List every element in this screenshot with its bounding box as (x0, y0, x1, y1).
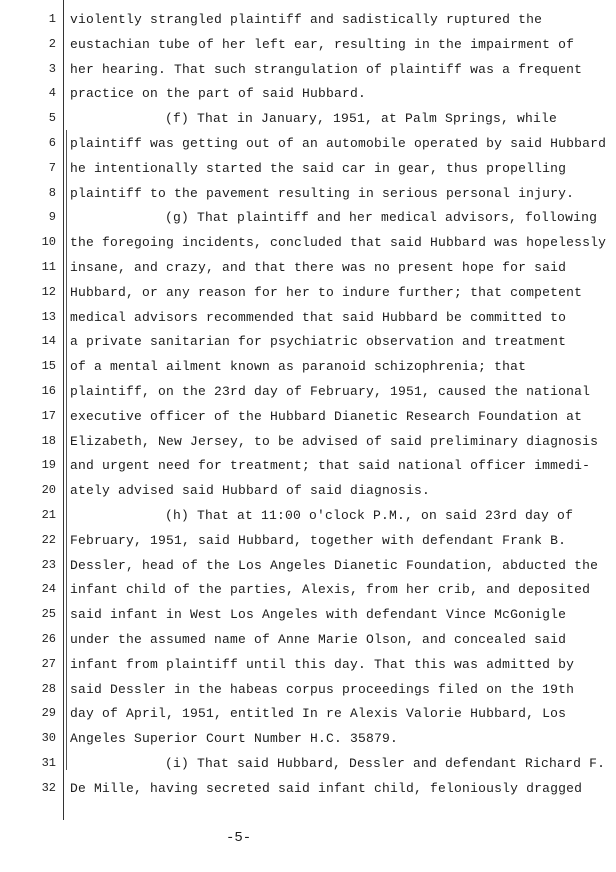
line-text: insane, and crazy, and that there was no present hope for said (70, 260, 567, 275)
line-text: (f) That in January, 1951, at Palm Springs, while (165, 111, 558, 127)
pleading-line (0, 607, 616, 631)
line-text: executive officer of the Hubbard Dianetic Research Foundation at (70, 408, 583, 424)
pleading-line (0, 384, 616, 408)
line-text: violently strangled plaintiff and sadistically ruptured the (70, 12, 543, 27)
pleading-line (0, 409, 616, 433)
pleading-line (0, 582, 616, 606)
line-text: ately advised said Hubbard of said diagnosis. (70, 483, 431, 499)
line-text: day of April, 1951, entitled In re Alexis Valorie Hubbard, Los (70, 706, 567, 722)
line-text: (i) That said Hubbard, Dessler and defendant Richard F. (165, 756, 606, 771)
line-text: a private sanitarian for psychiatric observation and treatment (70, 334, 567, 350)
pleading-line (0, 37, 616, 61)
pleading-line (0, 210, 616, 234)
line-number: 28 (41, 681, 56, 696)
line-text: plaintiff was getting out of an automobile operated by said Hubbard (70, 136, 607, 151)
line-text: Angeles Superior Court Number H.C. 35879. (70, 731, 399, 747)
pleading-line (0, 632, 616, 656)
line-number: 16 (41, 384, 56, 398)
pleading-line (0, 706, 616, 730)
pleading-line (0, 235, 616, 259)
pleading-line (0, 508, 616, 532)
line-number: 8 (48, 185, 56, 200)
line-number: 4 (48, 86, 56, 101)
pleading-line (0, 781, 616, 805)
line-text: under the assumed name of Anne Marie Olson, and concealed said (70, 632, 567, 647)
pleading-line (0, 310, 616, 334)
pleading-line (0, 111, 616, 135)
line-number: 27 (41, 656, 56, 671)
pleading-line (0, 458, 616, 482)
line-text: (g) That plaintiff and her medical advisors, following (165, 210, 598, 226)
line-text: Hubbard, or any reason for her to indure further; that competent (70, 284, 583, 300)
line-number: 23 (41, 557, 56, 572)
line-text: and urgent need for treatment; that said national officer immedi- (70, 458, 591, 474)
line-text: the foregoing incidents, concluded that said Hubbard was hopelessly (70, 235, 607, 251)
line-number: 26 (41, 632, 56, 646)
line-number: 25 (41, 607, 56, 622)
line-text: (h) That at 11:00 o'clock P.M., on said 23rd day of (165, 508, 574, 523)
line-text: said Dessler in the habeas corpus proceedings filed on the 19th (70, 681, 575, 697)
line-number: 1 (48, 12, 56, 26)
pleading-line (0, 756, 616, 780)
line-text: February, 1951, said Hubbard, together with defendant Frank B. (70, 532, 567, 548)
pleading-line (0, 285, 616, 309)
line-text: of a mental ailment known as paranoid schizophrenia; that (70, 359, 527, 375)
line-number: 19 (41, 458, 56, 473)
line-number: 22 (41, 532, 56, 547)
line-number: 17 (41, 408, 56, 423)
line-number: 3 (48, 61, 56, 76)
line-number: 11 (41, 260, 56, 274)
line-number: 6 (48, 136, 56, 150)
pleading-line (0, 161, 616, 185)
line-number: 15 (41, 359, 56, 374)
line-number: 18 (41, 433, 56, 448)
line-text: infant child of the parties, Alexis, from her crib, and deposited (70, 582, 591, 598)
line-number: 32 (41, 780, 56, 795)
line-text: her hearing. That such strangulation of plaintiff was a frequent (70, 61, 583, 77)
line-number: 2 (48, 36, 56, 51)
pleading-line (0, 558, 616, 582)
line-number: 29 (41, 706, 56, 721)
pleading-line (0, 86, 616, 110)
line-number: 21 (41, 508, 56, 522)
pleading-line (0, 731, 616, 755)
line-text: plaintiff, on the 23rd day of February, 1951, caused the national (70, 384, 591, 399)
pleading-line (0, 533, 616, 557)
pleading-line (0, 334, 616, 358)
line-text: eustachian tube of her left ear, resulting in the impairment of (70, 36, 575, 52)
line-number: 20 (41, 483, 56, 498)
pleading-line (0, 657, 616, 681)
pleading-line (0, 359, 616, 383)
line-number: 7 (48, 160, 56, 175)
pleading-line (0, 483, 616, 507)
line-number: 24 (41, 582, 56, 597)
line-number: 9 (48, 210, 56, 225)
line-number: 14 (41, 334, 56, 349)
line-text: medical advisors recommended that said Hubbard be committed to (70, 309, 567, 325)
line-number: 5 (48, 111, 56, 126)
line-number: 13 (41, 309, 56, 324)
line-text: said infant in West Los Angeles with defendant Vince McGonigle (70, 607, 567, 623)
pleading-line (0, 62, 616, 86)
line-text: De Mille, having secreted said infant child, feloniously dragged (70, 780, 583, 796)
pleading-line (0, 186, 616, 210)
line-number: 30 (41, 731, 56, 746)
line-number: 31 (41, 756, 56, 770)
pleading-line (0, 136, 616, 160)
pleading-line (0, 434, 616, 458)
page-number: -5- (226, 830, 252, 846)
line-text: infant from plaintiff until this day. That this was admitted by (70, 656, 575, 672)
line-text: he intentionally started the said car in gear, thus propelling (70, 160, 567, 176)
line-text: Elizabeth, New Jersey, to be advised of said preliminary diagnosis (70, 433, 599, 449)
line-text: practice on the part of said Hubbard. (70, 86, 367, 102)
line-text: plaintiff to the pavement resulting in serious personal injury. (70, 185, 575, 201)
pleading-line (0, 12, 616, 36)
line-text: Dessler, head of the Los Angeles Dianetic Foundation, abducted the (70, 557, 599, 573)
pleading-line (0, 682, 616, 706)
pleading-line (0, 260, 616, 284)
line-number: 12 (41, 284, 56, 299)
line-number: 10 (41, 235, 56, 250)
